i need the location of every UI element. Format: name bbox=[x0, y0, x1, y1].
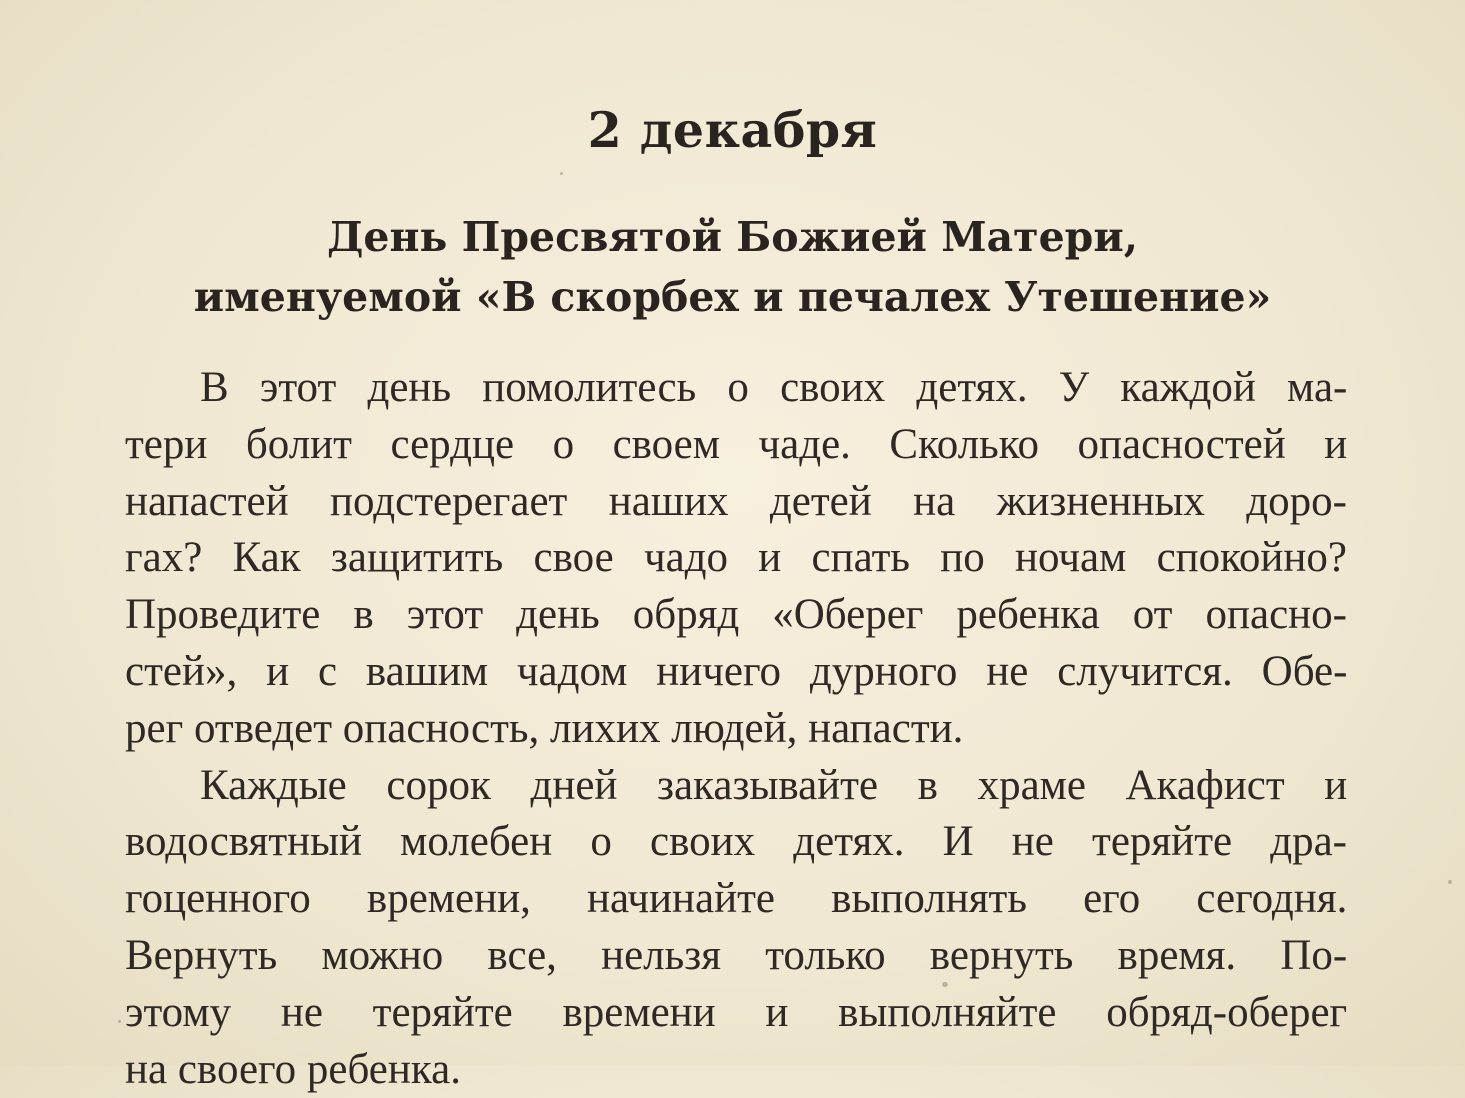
text-line: гах? Как защитить свое чадо и спать по ночам спокойно? bbox=[125, 534, 1347, 582]
text-line: Проведите в этот день обряд «Оберег ребенка от опасно- bbox=[125, 591, 1347, 639]
text-line: Каждые сорок дней заказывайте в храме Акафист и bbox=[200, 761, 1348, 809]
text-line: водосвятный молебен о своих детях. И не теряйте дра- bbox=[125, 818, 1347, 866]
text-line: этому не теряйте времени и выполняйте обряд-оберег bbox=[125, 988, 1348, 1036]
text-line: напастей подстерегает наших детей на жизненных доро- bbox=[125, 477, 1348, 525]
text-line: Вернуть можно все, нельзя только вернуть время. По- bbox=[125, 931, 1348, 979]
paper-speck bbox=[942, 982, 948, 987]
text-line: стей», и с вашим чадом ничего дурного не случится. Обе- bbox=[125, 647, 1348, 695]
paper-speck bbox=[560, 172, 563, 175]
paragraph-2 bbox=[125, 758, 1347, 1098]
body-text bbox=[125, 360, 1347, 1098]
text-line: на своего ребенка. bbox=[125, 1045, 461, 1093]
text-line: В этот день помолитесь о своих детях. У каждой ма- bbox=[200, 364, 1348, 411]
date-heading: 2 декабря bbox=[587, 101, 878, 159]
paragraph-1 bbox=[125, 360, 1347, 758]
feast-title bbox=[60, 207, 1405, 327]
paper-speck bbox=[118, 1020, 121, 1023]
text-line: гоценного времени, начинайте выполнять его сегодня. bbox=[125, 875, 1348, 923]
text-line: тери болит сердце о своем чаде. Сколько опасностей и bbox=[125, 420, 1348, 468]
text-line: рег отведет опасность, лихих людей, напасти. bbox=[125, 704, 964, 752]
feast-title-line-2: именуемой «В скорбех и печалех Утешение» bbox=[193, 273, 1272, 321]
paper-speck bbox=[1448, 880, 1452, 884]
feast-title-line-1: День Пресвятой Божией Матери, bbox=[326, 213, 1139, 261]
